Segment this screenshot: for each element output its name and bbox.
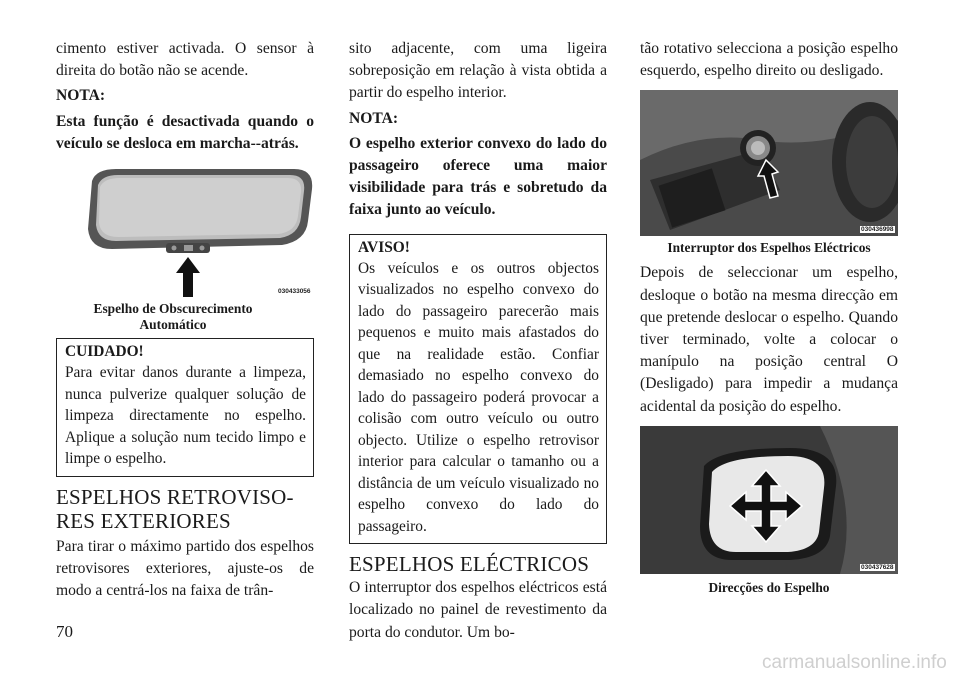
figure-power-mirror-switch	[640, 90, 898, 258]
figure-caption: Direcções do Espelho	[708, 579, 830, 595]
page-number: 70	[56, 622, 73, 641]
note-text: Esta função é desactivada quando o veículo se desloca em marcha--atrás.	[56, 112, 314, 152]
note-text: O espelho exterior convexo do lado do passageiro oferece uma maior visibilidade para trás e sobretudo da faixa junto ao veículo.	[349, 134, 607, 219]
caution-box	[56, 338, 314, 477]
paragraph: Depois de seleccionar um espelho, desloque o botão na mesma direcção em que pretende deslocar o espelho. Quando tiver terminado, volte a colocar o manípulo na posição central O (Desligado) para impedir a mudança acidental da posição do espelho.	[640, 264, 898, 415]
arrow-up-icon	[176, 257, 200, 297]
warning-box	[349, 234, 607, 545]
heading-line-2: RES EXTERIORES	[56, 508, 231, 533]
figure-code: 030436998	[861, 226, 894, 234]
paragraph: tão rotativo selecciona a posição espelho esquerdo, espelho direito ou desligado.	[640, 40, 898, 80]
column-3	[640, 40, 898, 598]
mirror-switch-photo	[640, 90, 898, 236]
note-label: NOTA:	[56, 87, 106, 105]
rearview-mirror-illustration	[56, 159, 314, 297]
warning-text: Os veículos e os outros objectos visualizados no espelho convexo do lado do passageiro parecerão mais pequenos e muito mais afastados do que na realidade estão. Confiar demasiado no espelho convexo do lado do passageiro poderá provocar a colisão com outro veículo ou outro objecto. Utilize o espelho retrovisor interior para calcular o tamanho ou a distância de um veículo visualizado no espelho convexo do lado do passageiro.	[358, 259, 599, 535]
heading-line-1: ESPELHOS RETROVISO-	[56, 484, 294, 509]
paragraph: O interruptor dos espelhos eléctricos está localizado no painel de revestimento da porta do condutor. Um bo-	[349, 579, 607, 641]
warning-title: AVISO!	[358, 238, 410, 256]
section-heading	[56, 485, 314, 533]
figure-auto-dimming-mirror	[56, 159, 314, 331]
column-2	[349, 40, 607, 644]
paragraph: cimento estiver activada. O sensor à direita do botão não se acende.	[56, 40, 314, 80]
caption-line-2: Automático	[139, 317, 207, 333]
paragraph: sito adjacente, com uma ligeira sobreposição em relação à vista obtida a partir do espelho interior.	[349, 40, 607, 102]
figure-caption	[44, 301, 302, 333]
figure-code: 030433056	[278, 288, 311, 296]
figure-caption: Interruptor dos Espelhos Eléctricos	[667, 240, 871, 256]
caution-title: CUIDADO!	[65, 343, 144, 361]
caption-line-1: Espelho de Obscurecimento	[93, 301, 253, 317]
figure-mirror-directions	[640, 426, 898, 598]
paragraph: Para tirar o máximo partido dos espelhos retrovisores exteriores, ajuste-os de modo a centrá-los na faixa de trân-	[56, 537, 314, 599]
caution-text: Para evitar danos durante a limpeza, nunca pulverize qualquer solução de limpeza directamente no espelho. Aplique a solução num tecido limpo e limpe o espelho.	[65, 364, 306, 468]
mirror-directions-illustration	[640, 426, 898, 574]
section-heading: ESPELHOS ELÉCTRICOS	[349, 552, 590, 577]
figure-code: 030437628	[861, 563, 894, 571]
column-1	[56, 40, 314, 602]
watermark: carmanualsonline.info	[762, 652, 947, 673]
note-label: NOTA:	[349, 109, 399, 127]
